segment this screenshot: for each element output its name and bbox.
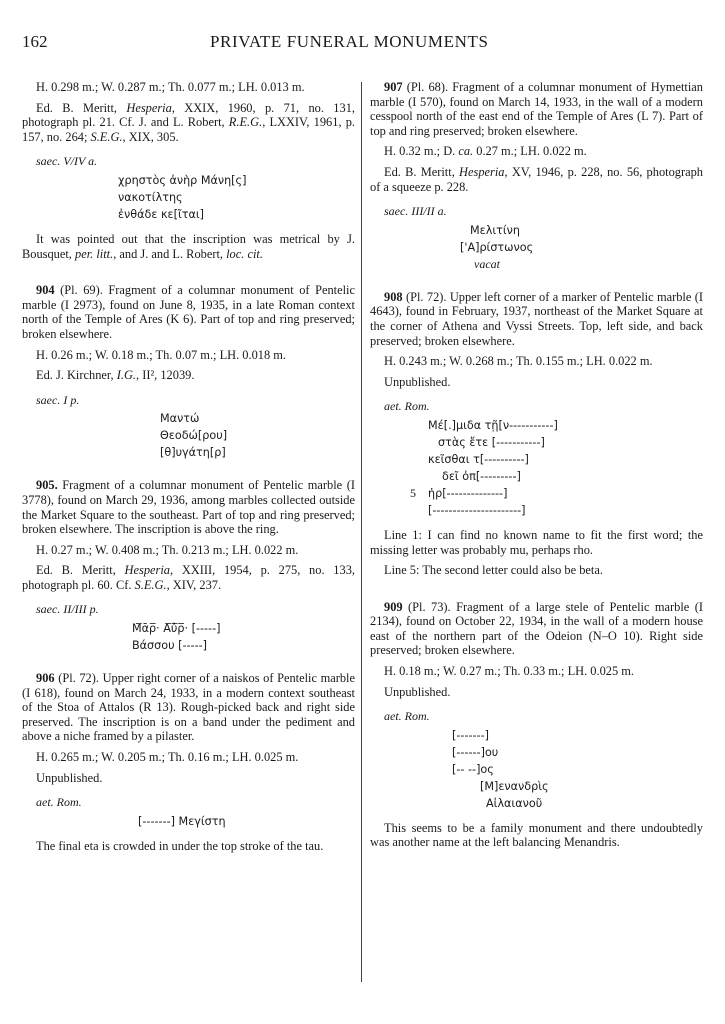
entry-904-inscription-line: [θ]υγάτη[ρ] <box>160 446 226 460</box>
entry-907-vacat: vacat <box>474 256 500 271</box>
running-title: PRIVATE FUNERAL MONUMENTS <box>210 32 489 51</box>
entry-903-note: It was pointed out that the inscription was metrical by J. Bousquet, per. litt., and J. and L. Robert, loc. cit. <box>22 231 355 261</box>
entry-905-edition: Ed. B. Meritt, Hesperia, XXIII, 1954, p. 275, no. 133, photograph pl. 60. Cf. S.E.G., XIV, 237. <box>22 563 355 592</box>
entry-909-inscription-line: [-------] <box>452 728 489 742</box>
entry-906-number: 906 <box>36 671 55 686</box>
left-column <box>22 80 355 859</box>
column-divider <box>361 82 362 982</box>
entry-909-note: This seems to be a family monument and there undoubtedly was another name at the left balancing Menandris. <box>370 820 703 850</box>
entry-905-dimensions: H. 0.27 m.; W. 0.408 m.; Th. 0.213 m.; LH. 0.022 m. <box>36 542 299 557</box>
entry-907-edition: Ed. B. Meritt, Hesperia, XV, 1946, p. 228, no. 56, photograph of a squeeze p. 228. <box>370 164 703 194</box>
entry-909-inscription-line: Αἰλαιανοῦ <box>486 796 543 810</box>
entry-903-edition: Ed. B. Meritt, Hesperia, XXIX, 1960, p. 71, no. 131, photograph pl. 21. Cf. J. and L. Robert, R.E.G., LXXIV, 1961, p. 157, no. 264; S.E.G., XIX, 305. <box>22 100 355 144</box>
entry-905-inscription-line: Μ̅ᾱρ̅· Α̅ὐ̅ρ̅· [-----] <box>132 622 221 636</box>
entry-909-description: 909 (Pl. 73). Fragment of a large stele of Pentelic marble (I 2134), found on October 22, 1934, in the wall of a modern house east of the northern part of the Odeion (N–O 10). Right side preserved; broken elsewhere. <box>370 599 703 658</box>
entry-906-note: The final eta is crowded in under the top stroke of the tau. <box>36 838 324 853</box>
entry-906-description: 906 (Pl. 72). Upper right corner of a naiskos of Pentelic marble (I 618), found on March 24, 1933, in a modern context southeast of the Stoa of Attalos (R 13). Rough-picked back and right side preserved. The inscription is on a band under the pediment and above a niche framed by a pilaster. <box>22 671 355 744</box>
line-number: 5 <box>410 485 416 500</box>
entry-909-unpublished: Unpublished. <box>384 684 451 699</box>
entry-909-dimensions: H. 0.18 m.; W. 0.27 m.; Th. 0.33 m.; LH. 0.025 m. <box>384 664 635 679</box>
entry-908-inscription-line: Μέ[.]μιδα τῇ[ν-----------] <box>428 418 558 432</box>
entry-903-date: saec. V/IV a. <box>36 154 98 169</box>
entry-907-number: 907 <box>384 80 403 94</box>
entry-908-note: Line 5: The second letter could also be beta. <box>384 563 603 578</box>
entry-904-date: saec. I p. <box>36 392 80 407</box>
entry-908-inscription-line: δεῖ ὀπ[---------] <box>442 469 521 483</box>
entry-903-dimensions: H. 0.298 m.; W. 0.287 m.; Th. 0.077 m.; LH. 0.013 m. <box>36 80 305 94</box>
entry-904-inscription-line: Μαντώ <box>160 412 200 426</box>
entry-909-inscription-line: [-- --]ος <box>452 762 494 776</box>
entry-908-number: 908 <box>384 289 403 304</box>
entry-903-inscription-line: ἐνθάδε κε[ῖται] <box>118 207 205 221</box>
entry-909-date: aet. Rom. <box>384 709 430 724</box>
entry-906-inscription-line: [-------] Μεγίστη <box>138 814 226 828</box>
entry-903-inscription-line: χρηστὸς ἀνὴρ Μάνη[ς] <box>118 173 247 187</box>
entry-909-number: 909 <box>384 599 403 614</box>
entry-907-dimensions: H. 0.32 m.; D. ca. 0.27 m.; LH. 0.022 m. <box>384 144 587 159</box>
entry-908-note: Line 1: I can find no known name to fit the first word; the missing letter was probably mu, perhaps rho. <box>370 527 703 557</box>
entry-909-inscription-line: [------]ου <box>452 745 499 759</box>
entry-904-edition: Ed. J. Kirchner, I.G., II², 12039. <box>36 368 195 383</box>
entry-905-inscription-line: Βάσσου [-----] <box>132 639 208 653</box>
entry-908-date: aet. Rom. <box>384 399 430 414</box>
entry-908-inscription-line: στὰς ἔτε [-----------] <box>438 435 545 449</box>
entry-908-unpublished: Unpublished. <box>384 374 451 389</box>
entry-905-description: 905. Fragment of a columnar monument of Pentelic marble (I 3778), found on March 29, 1936, among marbles collected outside the Market Square to the southeast. Part of top and ring preserved; broken elsewhere. The inscription is above the ring. <box>22 478 355 537</box>
entry-904-number: 904 <box>36 283 55 298</box>
entry-907-inscription-line: ['Α]ρίστωνος <box>460 240 534 254</box>
entry-908-inscription-line: 5 ἠρ[--------------] <box>410 485 508 500</box>
entry-907-inscription-line: Μελιτίνη <box>470 223 520 237</box>
entry-906-unpublished: Unpublished. <box>36 770 103 785</box>
right-column <box>370 80 703 856</box>
entry-903-inscription-line: νακοτίλτης <box>118 190 183 204</box>
page-number: 162 <box>22 32 48 51</box>
entry-904-description: 904 (Pl. 69). Fragment of a columnar monument of Pentelic marble (I 2973), found on June 8, 1935, in a late Roman context north of the Temple of Ares (K 6). Part of top and ring preserved; broken elsewhere. <box>22 283 355 341</box>
entry-908-description: 908 (Pl. 72). Upper left corner of a marker of Pentelic marble (I 4643), found in February, 1937, northeast of the Market Square at the corner of Athena and Vyssi Streets. Top, left side, and back preserved; broken elsewhere. <box>370 289 703 348</box>
entry-905-date: saec. II/III p. <box>36 602 99 617</box>
entry-908-inscription-line: κεῖσθαι τ[----------] <box>428 452 529 466</box>
entry-909-inscription-line: [Μ]ενανδρὶς <box>480 779 549 793</box>
entry-907-description: 907 (Pl. 68). Fragment of a columnar monument of Hymettian marble (I 570), found on March 14, 1933, in the wall of a modern cesspool north of the east end of the Temple of Ares (L 7). Part of top and ring preserved; broken elsewhere. <box>370 80 703 138</box>
entry-905-number: 905. <box>36 478 58 493</box>
entry-904-inscription-line: Θεοδώ[ρου] <box>160 429 228 443</box>
entry-908-inscription-line: [----------------------] <box>428 503 526 517</box>
entry-904-dimensions: H. 0.26 m.; W. 0.18 m.; Th. 0.07 m.; LH. 0.018 m. <box>36 347 287 362</box>
entry-906-dimensions: H. 0.265 m.; W. 0.205 m.; Th. 0.16 m.; LH. 0.025 m. <box>36 750 299 765</box>
entry-908-dimensions: H. 0.243 m.; W. 0.268 m.; Th. 0.155 m.; LH. 0.022 m. <box>384 354 653 369</box>
entry-906-date: aet. Rom. <box>36 795 82 810</box>
entry-907-date: saec. III/II a. <box>384 204 447 219</box>
